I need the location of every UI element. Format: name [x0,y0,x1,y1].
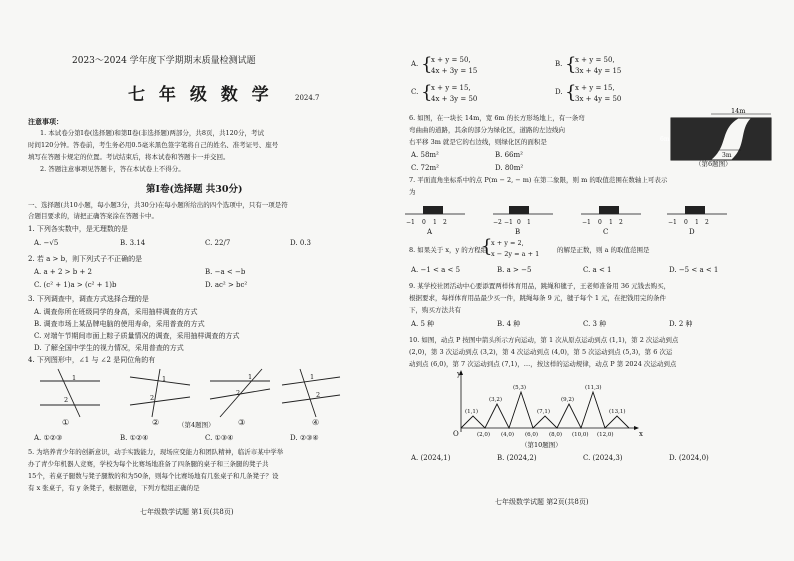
q9-option-c: C. 3 种 [583,320,607,328]
q7-label-b: B [515,228,521,236]
tick: −1 [668,219,677,226]
svg-text:1: 1 [162,375,167,383]
section-title: 第Ⅰ卷(选择题 共30分) [146,184,243,195]
q4-option-c: C. ①③④ [205,434,234,442]
svg-text:(2,0): (2,0) [477,432,491,438]
q6-option-d: D. 80m² [495,164,524,172]
question-9-line: 下，购买方法共有 [409,306,461,314]
question-5-line: 15个，若桌子腿数与凳子腿数的和为50条，则每个比赛场地有几张桌子和几条凳子？设 [28,472,279,480]
q9-option-b: B. 4 种 [497,320,521,328]
question-6-line: 弯曲曲的道路，其余的部分为绿化区，道路的左边线向 [409,126,565,134]
question-3-stem: 3. 下列调查中，调查方式选择合理的是 [28,295,149,303]
tick: 0 [517,219,521,226]
svg-text:1: 1 [248,373,253,381]
brace: { [421,82,433,103]
question-10-line: 10. 如图，动点 P 按图中箭头所示方向运动，第 1 次从原点运动到点 (1,1)，第 2 次运动到点 [409,336,679,344]
q10-option-b: B. (2024,2) [497,454,537,462]
q8-option-a: A. −1 < a < 5 [411,266,461,274]
svg-text:2: 2 [64,396,69,404]
q6-option-b: B. 66m² [495,151,523,159]
axis-y-label: y [457,370,461,378]
q5-d-eq1: x + y = 15, [575,84,615,92]
svg-text:(5,3): (5,3) [513,385,527,391]
brace: { [481,236,493,257]
tick: 1 [433,219,437,226]
fig-width-label: 6m [660,136,670,143]
question-9-line: 根据要求，每样体育用品最少买一件，跳绳每条 9 元，毽子每个 1 元，在把钱用完的条件 [409,294,667,302]
q9-option-a: A. 5 种 [411,320,435,328]
q8-option-c: C. a < 1 [583,266,612,274]
note-line: 2. 答题注意事项见答题卡，答在本试卷上不得分。 [40,165,185,173]
question-4-stem: 4. 下列图形中，∠1 与 ∠2 是同位角的有 [28,356,156,364]
question-1-stem: 1. 下列各实数中，是无理数的是 [28,225,128,233]
q2-option-d: D. ac² > bc² [205,281,248,289]
question-6-line: 右平移 3m 就是它的右边线，则绿化区的面积是 [409,138,547,146]
q5-d-eq2: 3x + 4y = 50 [575,95,622,103]
svg-text:(12,0): (12,0) [597,432,614,438]
q6-option-a: A. 58m² [411,151,439,159]
q5-c-eq2: 4x + 3y = 50 [431,95,478,103]
svg-text:1: 1 [72,374,77,382]
q6-option-c: C. 72m² [411,164,439,172]
section-intro: 一、选择题(共10小题，每小题3分，共30分)在每小题所给出的四个选项中，只有一项是符 [28,201,288,209]
tick: 1 [695,219,699,226]
q1-option-c: C. 22/7 [205,239,231,247]
svg-text:(6,0): (6,0) [525,432,539,438]
svg-text:(4,0): (4,0) [501,432,515,438]
tick: −2 [493,219,502,226]
note-line: 填写在答题卡规定的位置。考试结束后，将本试卷和答题卡一并交回。 [28,153,230,161]
brace: { [565,82,577,103]
question-8-post: 的解是正数，则 a 的取值范围是 [557,246,650,254]
tick: 2 [705,219,709,226]
tick: −1 [582,219,591,226]
question-2-stem: 2. 若 a > b，则下列式子不正确的是 [28,255,143,263]
svg-text:(1,1): (1,1) [465,409,479,415]
svg-text:(7,1): (7,1) [537,409,551,415]
q6-caption: （第6题图） [695,160,732,168]
section-intro: 合题目要求的，请把正确答案涂在答题卡中。 [28,212,158,220]
question-5-line: 有 x 张桌子，有 y 条凳子，根据题意，下列方程组正确的是 [28,484,200,492]
svg-text:1: 1 [310,373,315,381]
tick: 0 [422,219,426,226]
note-line: 时间120分钟。答卷前，考生务必用0.5毫米黑色签字笔将自己的姓名、准考证号、座号 [28,141,279,149]
svg-text:(8,0): (8,0) [549,432,563,438]
brace: { [565,54,577,75]
tick: 0 [684,219,688,226]
fig-length-label: 14m [731,107,746,115]
note-line: 1. 本试卷分第Ⅰ卷(选择题)和第Ⅱ卷(非选择题)两部分，共8页，共120分，考试 [40,129,264,137]
svg-text:(3,2): (3,2) [489,397,503,403]
svg-text:(10,0): (10,0) [572,432,589,438]
tick: 2 [443,219,447,226]
q10-caption: （第10题图） [521,441,562,449]
q5-a-eq1: x + y = 50, [431,56,471,64]
q5-b-eq2: 3x + 4y = 15 [575,67,622,75]
question-8-pre: 8. 如果关于 x，y 的方程组 [409,246,488,254]
q1-option-d: D. 0.3 [290,239,311,247]
origin-label: O [453,430,459,438]
question-5-line: 办了青少年机器人竞赛，学校为每个比赛场地准备了四条腿的桌子和三条腿的凳子共 [28,460,269,468]
q5-option-b-letter: B. [555,60,563,68]
q3-option-c: C. 对端午节期间市面上粽子质量情况的调查，采用抽样调查的方式 [34,332,240,340]
exam-date: 2024.7 [295,94,320,102]
subject-title: 七 年 级 数 学 [128,85,273,105]
q5-option-c-letter: C. [411,88,419,96]
q5-option-a-letter: A. [411,60,419,68]
svg-text:(13,1): (13,1) [609,409,626,415]
question-10-line: (2,0)，第 3 次运动到点 (3,2)，第 4 次运动到点 (4,0)，第 5 次运动到点 (5,3)，第 6 次运 [409,348,673,356]
q10-option-d: D. (2024,0) [669,454,709,462]
tick: 1 [609,219,613,226]
q3-option-d: D. 了解全国中学生的视力情况，采用普查的方式 [34,344,184,352]
q3-option-a: A. 调查你所在班级同学的身高，采用抽样调查的方式 [34,308,198,316]
fig-shift-label: 3m [722,152,732,159]
q8-eq2: x − 2y = a + 1 [491,250,540,258]
q5-b-eq1: x + y = 50, [575,56,615,64]
tick: 2 [619,219,623,226]
q10-zigzag-figure [397,370,794,450]
brace: { [421,54,433,75]
q8-eq1: x + y = 2, [491,239,524,247]
exam-page-2 [397,0,794,561]
q3-option-b: B. 调查市场上某品牌电脑的使用寿命，采用普查的方式 [34,320,205,328]
q10-option-c: C. (2024,3) [583,454,623,462]
question-6-line: 6. 如图，在一块长 14m，宽 6m 的长方形场地上，有一条弯 [409,114,585,122]
q1-option-b: B. 3.14 [120,239,146,247]
tick: −1 [406,219,415,226]
fig-label-4: ④ [312,418,320,427]
question-10-line: 动到点 (6,0)，第 7 次运动到点 (7,1)，…，按这样的运动规律，动点 P 第 2024 次运动到点 [409,360,677,368]
svg-text:2: 2 [150,394,155,402]
q2-option-a: A. a + 2 > b + 2 [34,268,93,276]
svg-text:2: 2 [316,391,321,399]
q4-figures [0,367,397,427]
q1-option-a: A. −√5 [34,239,59,247]
tick: 0 [598,219,602,226]
exam-title: 2023～2024 学年度下学期期末质量检测试题 [72,56,256,66]
q2-option-c: C. (c² + 1)a > (c² + 1)b [34,281,117,289]
fig-label-2: ② [152,418,160,427]
q9-option-d: D. 2 种 [669,320,693,328]
q7-label-d: D [689,228,695,236]
fig-label-1: ① [62,418,70,427]
axis-x-label: x [639,430,643,438]
question-7-line: 为 [409,188,416,196]
q5-option-d-letter: D. [555,88,563,96]
q2-option-b: B. −a < −b [205,268,246,276]
q4-option-a: A. ①②③ [34,434,63,442]
q4-option-b: B. ①②④ [120,434,149,442]
q5-a-eq2: 4x + 3y = 15 [431,67,478,75]
page-footer: 七年级数学试题 第2页(共8页) [495,498,589,506]
q7-label-a: A [427,228,433,236]
notes-title: 注意事项： [28,117,63,126]
q4-caption: （第4题图） [178,421,215,429]
question-7-line: 7. 平面直角坐标系中的点 P(m − 2, − m) 在第二象限，则 m 的取值范围在数轴上可表示 [409,176,668,184]
q8-option-d: D. −5 < a < 1 [669,266,719,274]
tick: 1 [527,219,531,226]
question-9-line: 9. 某学校社团活动中心要添置两样体育用品，跳绳和毽子，王老师准备用 36 元钱去购买， [409,282,671,290]
svg-text:(9,2): (9,2) [561,397,575,403]
q4-option-d: D. ②③④ [290,434,319,442]
page-footer: 七年级数学试题 第1页(共8页) [140,508,234,516]
q10-option-a: A. (2024,1) [411,454,451,462]
q5-c-eq1: x + y = 15, [431,84,471,92]
tick: −1 [504,219,513,226]
q7-label-c: C [603,228,609,236]
question-5-line: 5. 为培养青少年的创新意识，动手实践能力，现场应变能力和团队精神，临沂市某中学举 [28,448,284,456]
svg-text:2: 2 [236,389,241,397]
svg-text:(11,3): (11,3) [585,385,602,391]
q7-number-lines [397,196,794,236]
q8-option-b: B. a > −5 [497,266,532,274]
fig-label-3: ③ [238,418,246,427]
